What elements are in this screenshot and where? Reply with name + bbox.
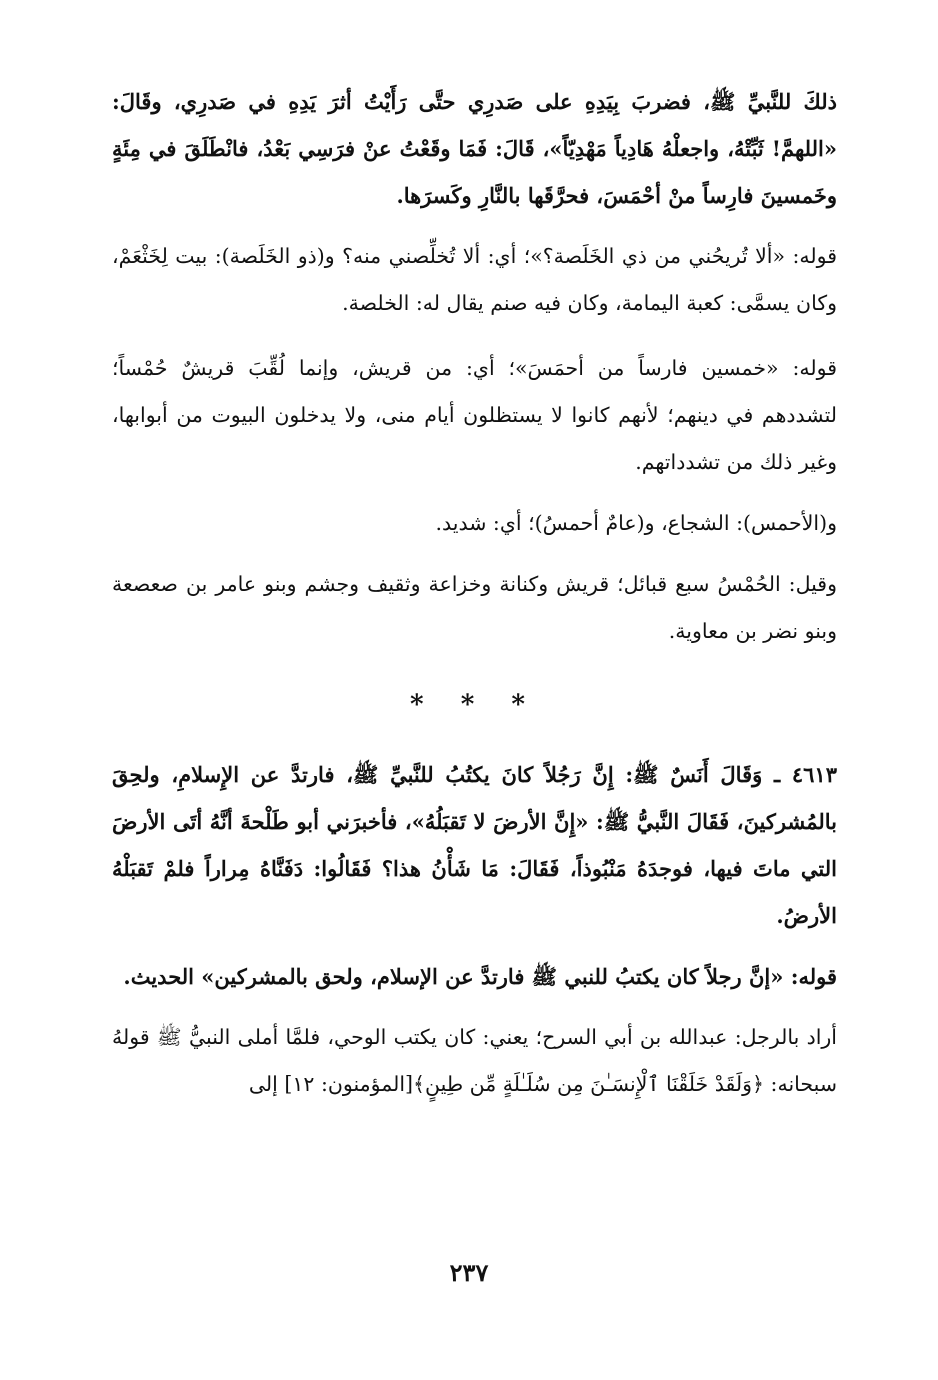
- paragraph-commentary-apostate: قوله: «إنَّ رجلاً كان يكتبُ للنبي ﷺ فارتدَّ عن الإسلام، ولحق بالمشركين» الحديث.: [123, 964, 837, 989]
- paragraph-hums-tribes: وقيل: الحُمْسُ سبع قبائل؛ قريش وكنانة وخزاعة وثقيف وجشم وبنو عامر بن صعصعة وبنو نضر بن معاوية.: [112, 572, 837, 643]
- page-number: ٢٣٧: [449, 1258, 489, 1287]
- paragraph-hadith-continuation: ذلكَ للنَّبيِّ ﷺ، فضربَ بِيَدِهِ على صَدرِي حتَّى رَأَيْتُ أثرَ يَدِهِ في صَدرِي، وقَالَ: «اللهمَّ! ثَبِّتْهُ، واجعلْهُ هَادِياً مَهْدِيّاً»، قَالَ: فَمَا وقَعْتُ عنْ فرَسِي بَعْدُ، فانْطَلَقَ في مِئَةٍ وخَمسينَ فارِساً منْ أحْمَسَ، فحرَّقَها بالنَّارِ وكَسرَها.: [112, 89, 837, 208]
- paragraph-commentary-khalasa: قوله: «ألا تُريحُني من ذي الخَلَصة؟»؛ أي: ألا تُخلِّصني منه؟ و(ذو الخَلَصة): بيت لِخَثْعَمْ، وكان يسمَّى: كعبة اليمامة، وكان فيه صنم يقال له: الخلصة.: [112, 244, 837, 315]
- paragraph-ahmas-definition: و(الأحمس): الشجاع، و(عامٌ أحمسُ)؛ أي: شديد.: [435, 511, 837, 535]
- paragraph-commentary-ahmas: قوله: «خمسين فارساً من أحمَسَ»؛ أي: من قريش، وإنما لُقِّبَ قريشٌ حُمْساً؛ لتشددهم في دينهم؛ لأنهم كانوا لا يستظلون أيام منى، ولا يدخلون البيوت من أبوابها، وغير ذلك من تشدداتهم.: [112, 356, 837, 474]
- paragraph-commentary-scribe: أراد بالرجل: عبدالله بن أبي السرح؛ يعني: كان يكتب الوحي، فلمَّا أملى النبيُّ ﷺ قولهُ سبحانه: ﴿وَلَقَدْ خَلَقْنَا ٱلْإِنسَـٰنَ مِن سُلَـٰلَةٍ مِّن طِينٍ﴾[المؤمنون: ١٢] إلى: [112, 1025, 837, 1096]
- hadith-4613: ٤٦١٣ ـ وَقَالَ أَنَسٌ ﷺ: إِنَّ رَجُلاً كانَ يكتُبُ للنَّبيِّ ﷺ، فارتدَّ عن الإِسلامِ، ولحِقَ بالمُشركينَ، فَقَالَ النَّبيُّ ﷺ: «إِنَّ الأرضَ لا تَقبَلُهُ»، فأخبرَني أبو طَلْحةَ أنَّهُ أتَى الأرضَ التي ماتَ فيها، فوجدَهُ مَنْبُوذاً، فَقَالَ: مَا شَأْنُ هذا؟ فَقَالُوا: دَفَنَّاهُ مِراراً فلمْ تَقبَلْهُ الأرضُ.: [112, 762, 837, 928]
- section-separator: * * *: [410, 690, 539, 720]
- page-body: [112, 78, 837, 1108]
